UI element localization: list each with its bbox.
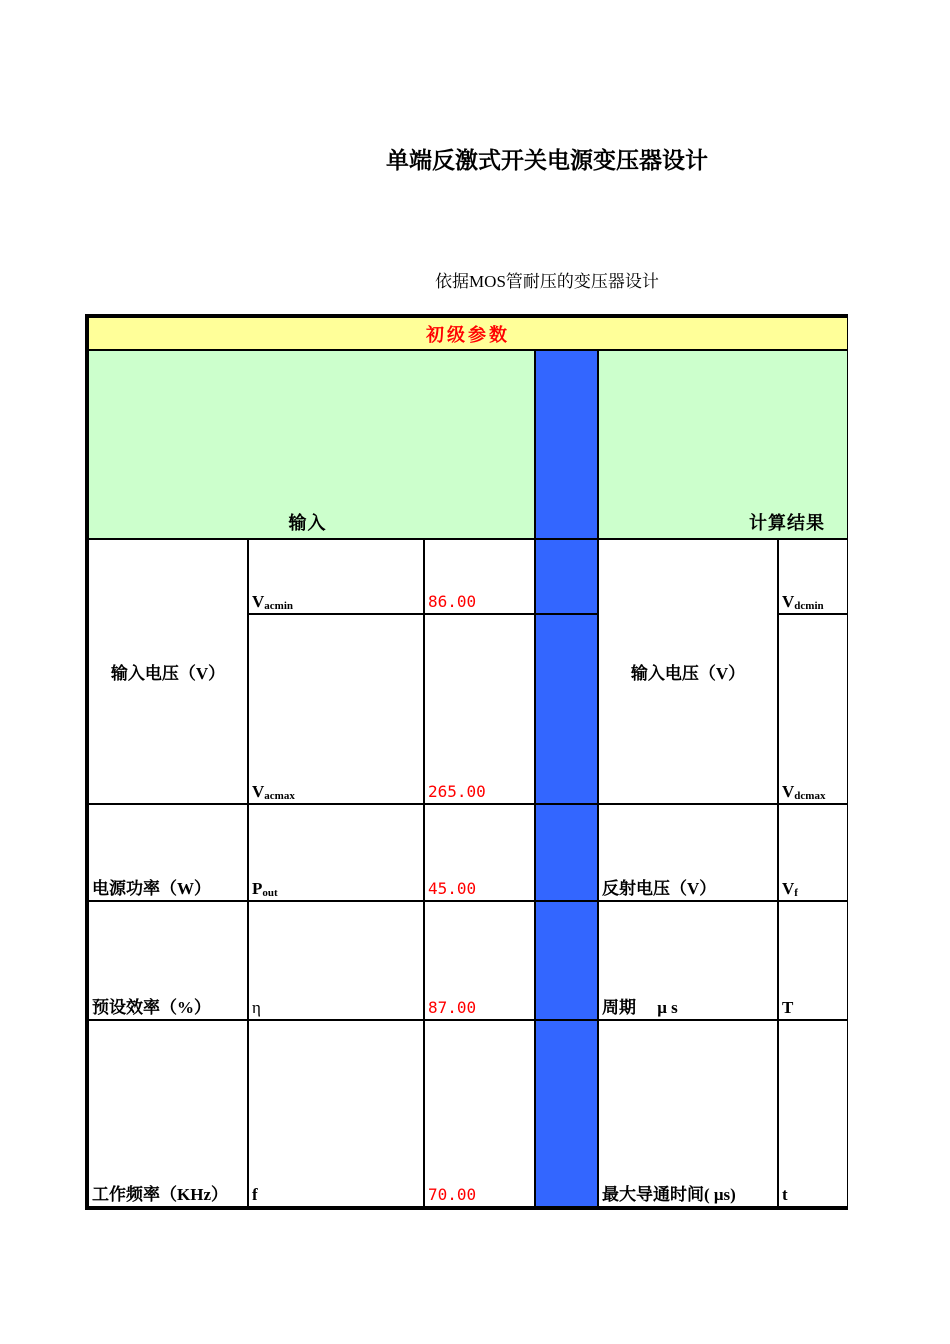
primary-params-header: 初级参数 — [88, 317, 848, 350]
vdcmin-symbol-main: V — [782, 592, 795, 611]
frequency-symbol: f — [248, 1020, 424, 1207]
vdcmin-symbol — [778, 539, 848, 614]
design-sheet — [85, 314, 848, 1210]
vdcmax-symbol — [778, 614, 848, 804]
sheet-bottom-border — [85, 1207, 848, 1210]
divider-column — [535, 350, 598, 539]
frequency-label: 工作频率（KHz） — [88, 1020, 248, 1207]
period-symbol: T — [778, 901, 848, 1020]
vacmin-symbol — [248, 539, 424, 614]
divider-cell — [535, 539, 598, 614]
vacmin-symbol-sub: acmin — [264, 600, 294, 612]
pout-symbol — [248, 804, 424, 901]
input-section-label: 输入 — [288, 513, 327, 534]
period-label: 周期 μ s — [598, 901, 778, 1020]
vf-symbol — [778, 804, 848, 901]
result-section-header — [598, 350, 848, 539]
efficiency-value[interactable]: 87.00 — [424, 901, 535, 1020]
pout-value[interactable]: 45.00 — [424, 804, 535, 901]
vacmin-symbol-main: V — [252, 592, 265, 611]
vacmax-symbol-main: V — [252, 782, 265, 801]
reflected-voltage-label: 反射电压（V） — [598, 804, 778, 901]
power-label: 电源功率（W） — [88, 804, 248, 901]
vacmax-symbol-sub: acmax — [264, 790, 295, 802]
vacmax-value[interactable]: 265.00 — [424, 614, 535, 804]
on-time-symbol: t — [778, 1020, 848, 1207]
document-title: 单端反激式开关电源变压器设计 — [386, 148, 708, 174]
pout-symbol-main: P — [252, 879, 263, 898]
input-section-header — [88, 350, 535, 539]
eta-symbol: η — [248, 901, 424, 1020]
frequency-value[interactable]: 70.00 — [424, 1020, 535, 1207]
input-voltage-label: 输入电压（V） — [88, 539, 248, 804]
vacmin-value[interactable]: 86.00 — [424, 539, 535, 614]
max-on-time-label: 最大导通时间( μs) — [598, 1020, 778, 1207]
vdcmin-symbol-sub: dcmin — [794, 600, 824, 612]
result-section-label: 计算结果 — [749, 513, 825, 534]
dc-voltage-label: 输入电压（V） — [598, 539, 778, 804]
document-subtitle: 依据MOS管耐压的变压器设计 — [435, 272, 659, 291]
vf-symbol-main: V — [782, 879, 795, 898]
divider-cell — [535, 1020, 598, 1207]
divider-cell — [535, 901, 598, 1020]
vf-symbol-sub: f — [794, 887, 798, 899]
vdcmax-symbol-sub: dcmax — [794, 790, 826, 802]
efficiency-label: 预设效率（%） — [88, 901, 248, 1020]
divider-cell — [535, 614, 598, 804]
vacmax-symbol — [248, 614, 424, 804]
vdcmax-symbol-main: V — [782, 782, 795, 801]
divider-cell — [535, 804, 598, 901]
pout-symbol-sub: out — [262, 887, 278, 899]
